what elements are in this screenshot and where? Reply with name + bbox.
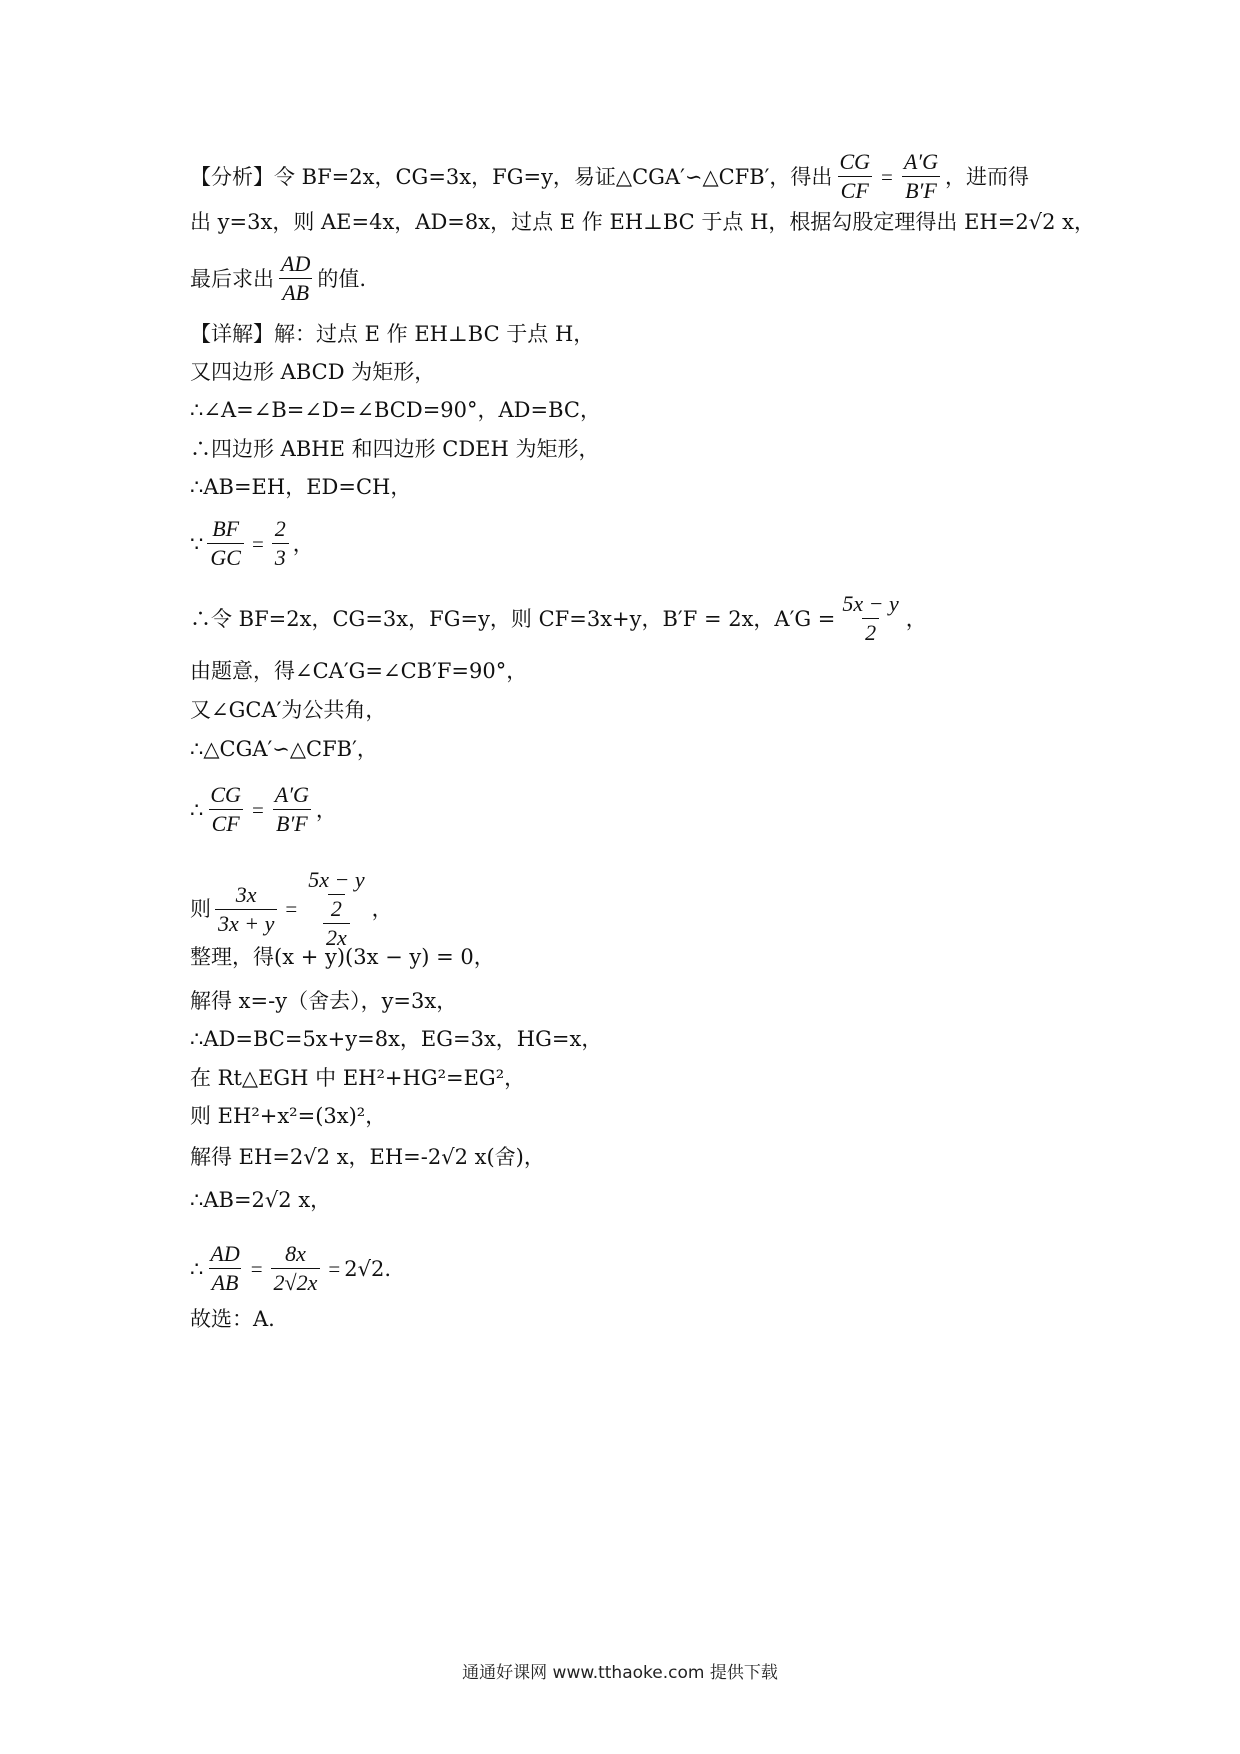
detail-line-6: ∵ $\frac{BF}{GC}$ = $\frac{2}{3}$ ， [190, 516, 314, 570]
detail-line-3: ∴∠A=∠B=∠D=∠BCD=90°，AD=BC， [190, 398, 601, 422]
fraction-5x-y-2: $\frac{5x - y}{2}$ [842, 591, 899, 645]
detail-line-7: ∴令 BF=2x，CG=3x，FG=y，则 CF=3x+y，B′F = 2x，A′G = $\frac{5x - y}{2}$ ， [190, 591, 927, 645]
detail-line-13: 整理，得(x + y)(3x − y) = 0， [190, 945, 495, 969]
footer-text: 通通好课网 www.tthaoke.com 提供下载 [462, 1663, 778, 1683]
compound-fraction: $\frac{\frac{5x - y}{2}}{2x}$ [308, 867, 365, 950]
fraction-8x: $\frac{8x}{2√2x}$ [271, 1240, 321, 1297]
fraction-ag-bf-2: $\frac{A'G}{B'F}$ [274, 782, 309, 836]
detail-line-19: ∴AB=2√2 x， [190, 1188, 332, 1212]
detail-line-17: 则 EH²+x²=(3x)²， [190, 1104, 387, 1128]
analysis-line-1: 【分析】 令 BF=2x，CG=3x，FG=y，易证△CGA′∽△CFB′，得出 $\frac{CG}{CF}$ = $\frac{A'G}{B'F}$ ，进而得 [190, 149, 1029, 203]
detail-line-10: ∴△CGA′∽△CFB′， [190, 737, 378, 761]
analysis-text: 令 BF=2x，CG=3x，FG=y，易证△CGA′∽△CFB′，得出 [274, 164, 833, 189]
analysis-label: 【分析】 [190, 164, 274, 189]
fraction-3x-3xy: $\frac{3x}{3x + y}$ [215, 881, 277, 938]
detail-line-16: 在 Rt△EGH 中 EH²+HG²=EG²， [190, 1066, 526, 1090]
detail-line-21: 故选：A. [190, 1307, 275, 1331]
detail-line-15: ∴AD=BC=5x+y=8x，EG=3x，HG=x， [190, 1027, 603, 1051]
detail-line-20: ∴ $\frac{AD}{AB}$ = $\frac{8x}{2√2x}$ = 2√2 . [190, 1241, 392, 1295]
analysis-line-2: 出 y=3x，则 AE=4x，AD=8x，过点 E 作 EH⊥BC 于点 H，根据勾股定理得出 EH=2√2 x， [190, 210, 1095, 234]
fraction-ag-bf: $\frac{A'G}{B'F}$ [903, 149, 938, 203]
detail-line-8: 由题意，得∠CA′G=∠CB′F=90°， [190, 659, 528, 683]
detail-line-14: 解得 x=-y（舍去），y=3x， [190, 989, 458, 1013]
detail-line-4: ∴四边形 ABHE 和四边形 CDEH 为矩形， [190, 437, 600, 461]
fraction-cg-cf-2: $\frac{CG}{CF}$ [210, 782, 241, 836]
fraction-2-3: $\frac{2}{3}$ [272, 515, 289, 572]
detail-line-9: 又∠GCA′为公共角， [190, 698, 387, 722]
detail-label: 【详解】 [190, 322, 274, 346]
detail-line-12: 则 $\frac{3x}{3x + y}$ = $\frac{\frac{5x - y}{2}}{2x}$ ， [190, 867, 393, 950]
detail-line-18: 解得 EH=2√2 x，EH=-2√2 x(舍)， [190, 1145, 545, 1169]
detail-line-11: ∴ $\frac{CG}{CF}$ = $\frac{A'G}{B'F}$ ， [190, 782, 337, 836]
detail-line-1: 【详解】 解：过点 E 作 EH⊥BC 于点 H， [190, 319, 594, 349]
fraction-bf-gc: $\frac{BF}{GC}$ [207, 515, 244, 572]
result-value: 2√2 [344, 1256, 385, 1281]
fraction-ad-ab-2: $\frac{AD}{AB}$ [210, 1241, 240, 1295]
detail-line-2: 又四边形 ABCD 为矩形， [190, 360, 436, 384]
detail-line-5: ∴AB=EH，ED=CH， [190, 475, 412, 499]
fraction-cg-cf: $\frac{CG}{CF}$ [839, 149, 870, 203]
analysis-line-3: 最后求出 $\frac{AD}{AB}$ 的值. [190, 251, 367, 305]
fraction-ad-ab: $\frac{AD}{AB}$ [281, 251, 311, 305]
